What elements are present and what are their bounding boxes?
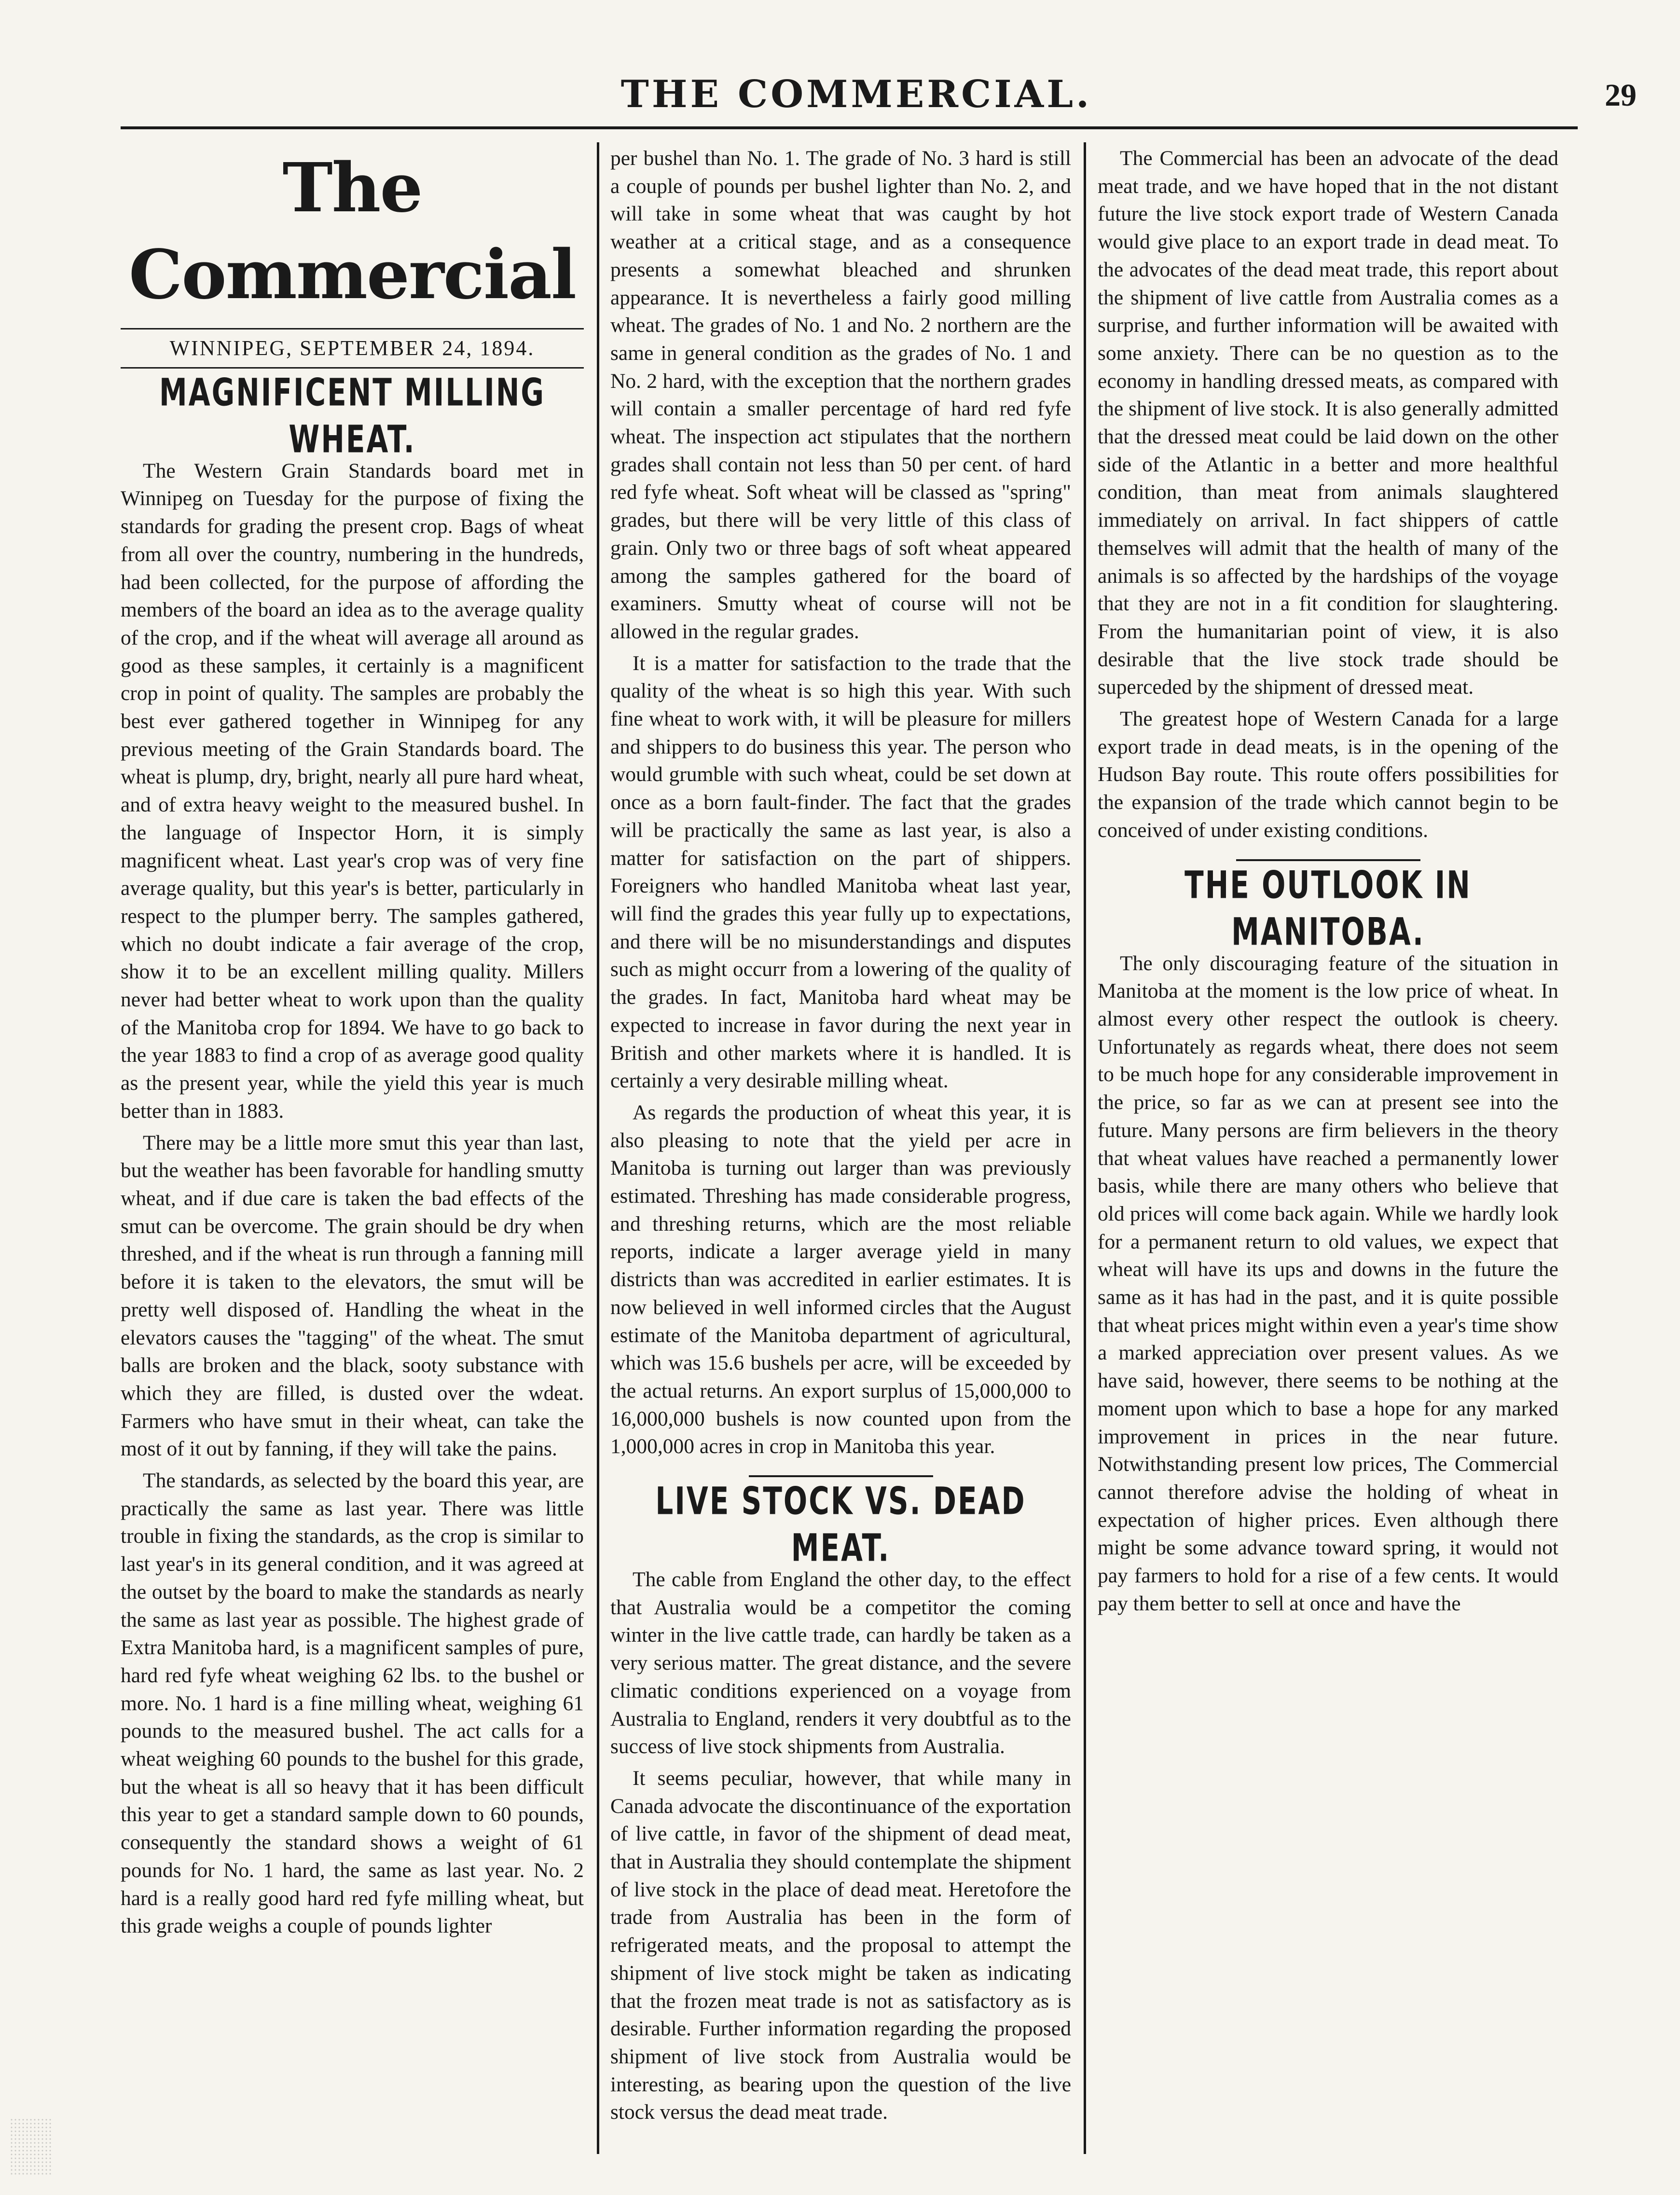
- column-rule: [1084, 142, 1086, 2154]
- article-paragraph: There may be a little more smut this year than last, but the weather has been favorable for handling smutty wheat, and if due care is taken the bad effects of the smut can be overcome. The grain should be dry when threshed, and if the wheat is run through a fanning mill before it is taken to the elevators, the smut will be pretty well disposed of. Handling the wheat in the elevators causes the "tagging" of the wheat. The smut balls are broken and the black, sooty substance with which they are filled, is dusted over the wdeat. Farmers who have smut in their wheat, can take the most of it out by fanning, if they will take the pains.: [121, 1131, 584, 1461]
- scan-artifact: [10, 2118, 53, 2176]
- column-3: [1098, 145, 1558, 2161]
- header-rule: [121, 126, 1578, 129]
- dateline: WINNIPEG, SEPTEMBER 24, 1894.: [121, 328, 584, 369]
- article-paragraph: The Commercial has been an advocate of the dead meat trade, and we have hoped that in the not distant future the live stock export trade of Western Canada would give place to an export trade in dead meat. To the advocates of the dead meat trade, this report about the shipment of live cattle from Australia comes as a surprise, and further information will be awaited with some anxiety. There can be no question as to the economy in handling dressed meats, as compared with the shipment of live stock. It is also generally admitted that the dressed meat could be laid down on the other side of the Atlantic in a better and more healthful condition, than meat from animals slaughtered immediately on arrival. In fact shippers of cattle themselves will admit that the health of many of the animals is so affected by the hardships of the voyage that they are not in a fit condition for slaughtering. From the humanitarian point of view, it is also desirable that the live stock trade should be superceded by the shipment of dressed meat.: [1098, 147, 1558, 699]
- article-paragraph: The only discouraging feature of the situation in Manitoba at the moment is the low price of wheat. In almost every other respect the outlook is cheery. Unfortunately as regards wheat, there does not seem to be much hope for any considerable improvement in the price, so far as we can at present see into the future. Many persons are firm believers in the theory that wheat values have reached a permanently lower basis, while there are many others who believe that old prices will come back again. While we hardly look for a permanent return to old values, we expect that wheat will have its ups and downs in the future the same as it has had in the past, and it is quite possible that wheat prices might within even a year's time show a marked appreciation over present values. As we have said, however, there seems to be nothing at the moment upon which to base a hope for any marked improvement in prices in the near future. Notwithstanding present low prices, The Commercial cannot therefore advise the holding of wheat in expectation of higher prices. Even although there might be some advance toward spring, it would not pay farmers to hold for a rise of a few cents. It would pay them better to sell at once and have the: [1098, 951, 1558, 1615]
- column-rule: [597, 142, 599, 2154]
- article-paragraph: It seems peculiar, however, that while many in Canada advocate the discontinuance of the exportation of live cattle, in favor of the shipment of dead meat, that in Australia they should contemplate the shipment of live stock in the place of dead meat. Heretofore the trade from Australia has been in the form of refrigerated meats, and the proposal to attempt the shipment of live stock might be taken as indicating that the frozen meat trade is not as satisfactory as is desirable. Further information regarding the proposed shipment of live stock from Australia would be interesting, as bearing upon the question of the live stock versus the dead meat trade.: [610, 1766, 1071, 2124]
- article-headline: THE OUTLOOK IN MANITOBA.: [1184, 863, 1472, 954]
- article-paragraph: The standards, as selected by the board this year, are practically the same as last year. There was little trouble in fixing the standards, as the crop is similar to last year's in its general condition, and it was agreed at the outset by the board to make the standards as nearly the same as last year as possible. The highest grade of Extra Manitoba hard, is a magnificent samples of pure, hard red fyfe wheat weighing 62 lbs. to the bushel or more. No. 1 hard is a fine milling wheat, weighing 61 pounds to the measured bushel. The act calls for a wheat weighing 60 pounds to the bushel for this grade, but the wheat is all so heavy that it has been difficult this year to get a standard sample down to 60 pounds, consequently the standard shows a weight of 61 pounds for No. 1 hard, the same as last year. No. 2 hard is a really good hard red fyfe milling wheat, but this grade weighs a couple of pounds lighter: [121, 1469, 584, 1938]
- article-paragraph: It is a matter for satisfaction to the trade that the quality of the wheat is so high this year. With such fine wheat to work with, it will be pleasure for millers and shippers to do business this year. The person who would grumble with such wheat, could be set down at once as a born fault-finder. The fact that the grades will be practically the same as last year, is also a matter for satisfaction on the part of shippers. Foreigners who handled Manitoba wheat last year, will find the grades this year fully up to expectations, and there will be no misunderstandings and disputes such as might occurr from a lowering of the quality of the grades. In fact, Manitoba hard wheat may be expected to increase in favor during the next year in British and other markets where it is handled. It is certainly a very desirable milling wheat.: [610, 651, 1071, 1093]
- masthead-title: The Commercial: [128, 149, 576, 315]
- column-2: [610, 145, 1071, 2161]
- page-number: 29: [1605, 78, 1637, 113]
- article-paragraph: The greatest hope of Western Canada for a large export trade in dead meats, is in the opening of the Hudson Bay route. This route offers possibilities for the expansion of the trade which cannot begin to be conceived of under existing conditions.: [1098, 707, 1558, 842]
- article-headline: LIVE STOCK VS. DEAD MEAT.: [655, 1479, 1026, 1570]
- running-title: THE COMMERCIAL.: [620, 72, 1092, 116]
- article-headline: MAGNIFICENT MILLING WHEAT.: [159, 370, 545, 462]
- article-paragraph: As regards the production of wheat this year, it is also pleasing to note that the yield per acre in Manitoba is turning out larger than was previously estimated. Threshing has made considerable progress, and threshing returns, which are the most reliable reports, indicate a larger average yield in many districts than was accredited in earlier estimates. It is now believed in well informed circles that the August estimate of the Manitoba department of agricultural, which was 15.6 bushels per acre, will be exceeded by the actual returns. An export surplus of 15,000,000 to 16,000,000 bushels is now counted upon from the 1,000,000 acres in crop in Manitoba this year.: [610, 1100, 1071, 1458]
- article-paragraph: per bushel than No. 1. The grade of No. 3 hard is still a couple of pounds per bushel lighter than No. 2, and will take in some wheat that was caught by hot weather at a critical stage, and as a consequence presents a somewhat bleached and shrunken appearance. It is nevertheless a fairly good milling wheat. The grades of No. 1 and No. 2 northern are the same in general condition as the grades of No. 1 and No. 2 hard, with the exception that the northern grades will contain a smaller percentage of hard red fyfe wheat. The inspection act stipulates that the northern grades shall contain not less than 50 per cent. of hard red fyfe wheat. Soft wheat will be classed as "spring" grades, but there will be very little of this class of grain. Only two or three bags of soft wheat appeared among the samples gathered for the board of examiners. Smutty wheat of course will not be allowed in the regular grades.: [610, 147, 1071, 643]
- section-divider: [1236, 859, 1420, 861]
- running-header: [0, 72, 1680, 130]
- column-1: [121, 145, 584, 2161]
- article-paragraph: The Western Grain Standards board met in Winnipeg on Tuesday for the purpose of fixing the standards for grading the present crop. Bags of wheat from all over the country, numbering in the hundreds, had been collected, for the purpose of affording the members of the board an idea as to the average quality of the crop, and if the wheat will average all around as good as these samples, it certainly is a magnificent crop in point of quality. The samples are probably the best ever gathered together in Winnipeg for any previous meeting of the Grain Standards board. The wheat is plump, dry, bright, nearly all pure hard wheat, and of extra heavy weight to the measured bushel. In the language of Inspector Horn, it is simply magnificent wheat. Last year's crop was of very fine average quality, but this year's is better, particularly in respect to the plumper berry. The samples gathered, which no doubt indicate a fair average of the crop, show it to be an excellent milling quality. Millers never had better wheat to work upon than the quality of the Manitoba crop for 1894. We have to go back to the year 1883 to find a crop of as average good quality as the present year, while the yield this year is much better than in 1883.: [121, 459, 584, 1123]
- article-paragraph: The cable from England the other day, to the effect that Australia would be a competitor the coming winter in the live cattle trade, can hardly be taken as a very serious matter. The great distance, and the severe climatic conditions experienced on a voyage from Australia to England, renders it very doubtful as to the success of live stock shipments from Australia.: [610, 1568, 1071, 1758]
- section-divider: [749, 1475, 933, 1477]
